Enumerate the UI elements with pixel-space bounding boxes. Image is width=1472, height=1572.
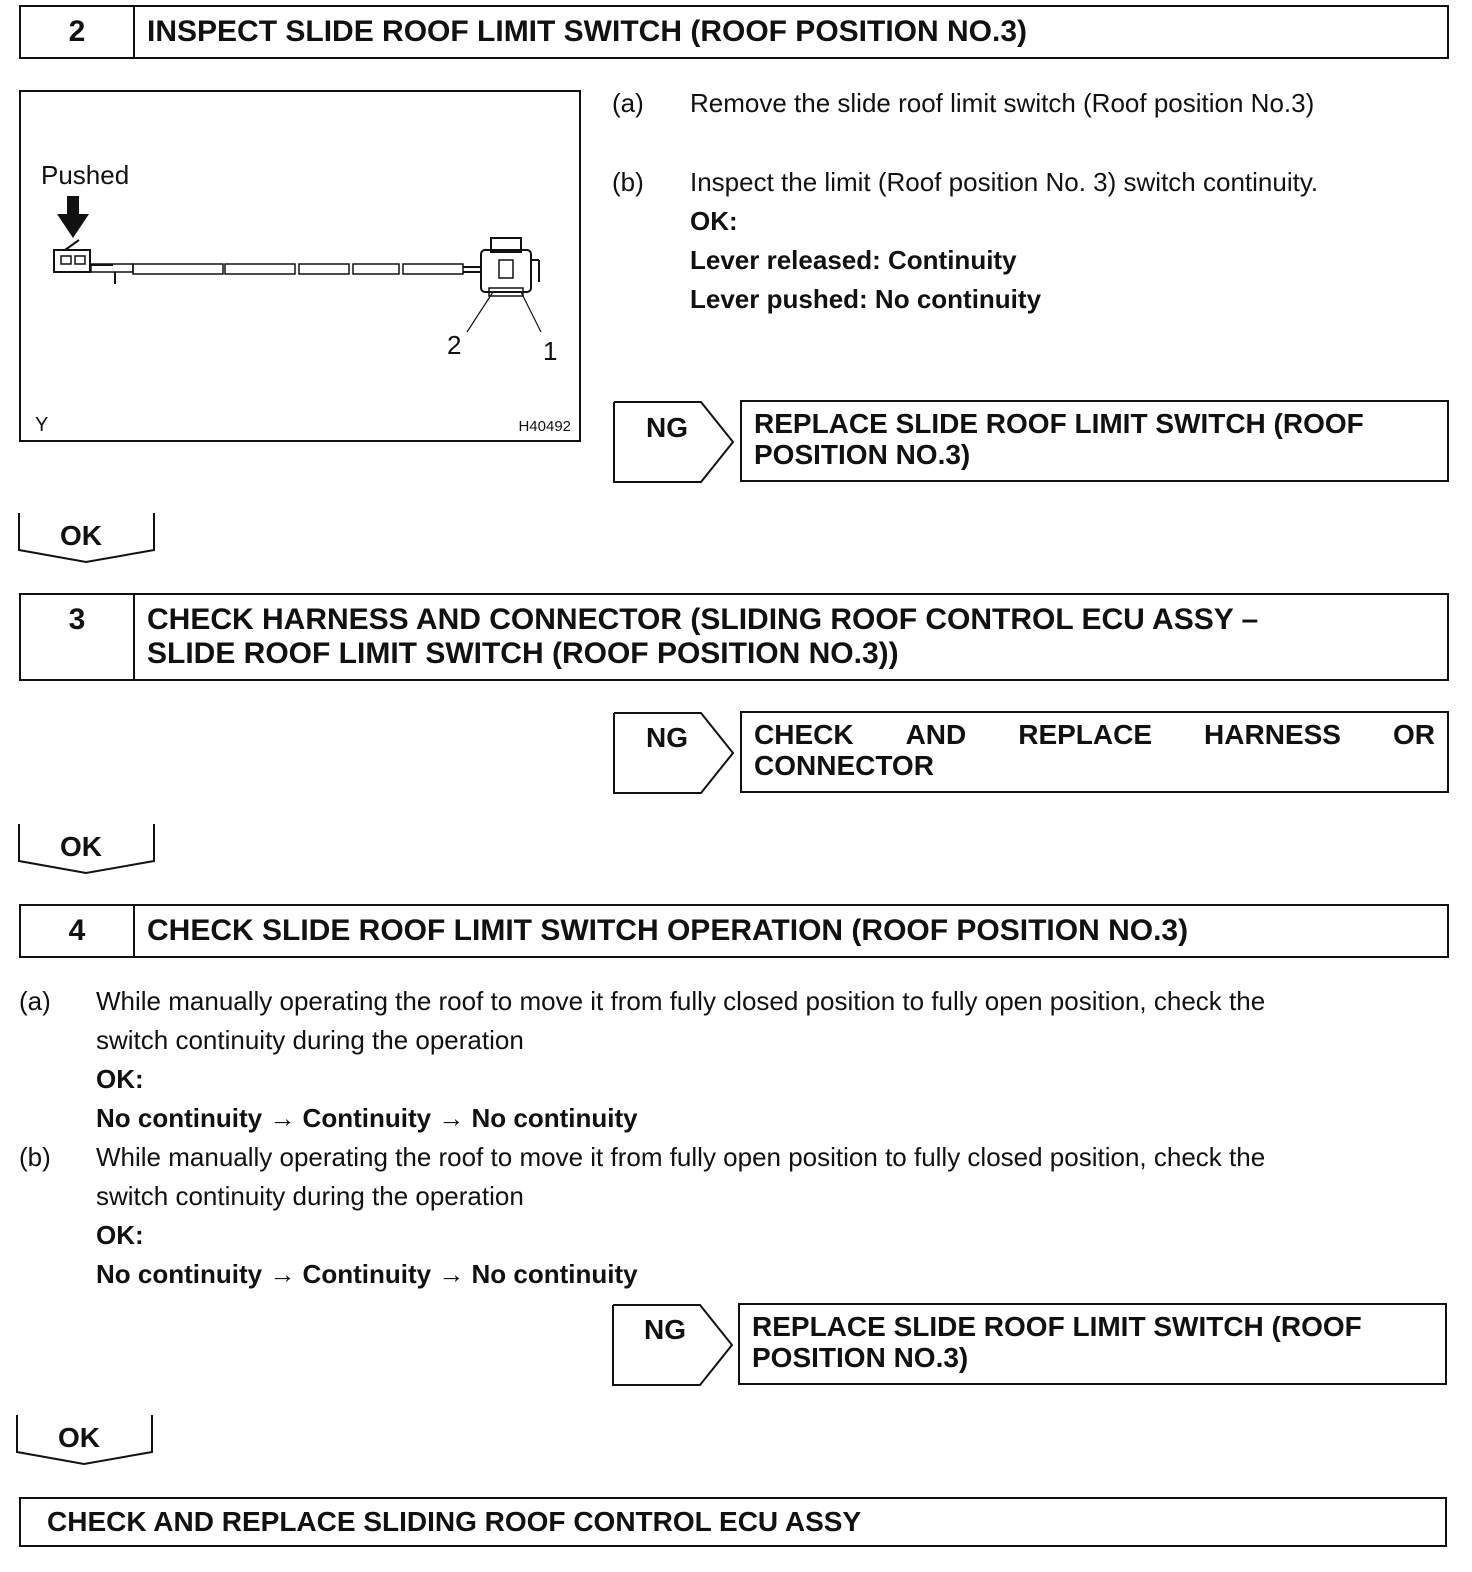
ok-spec-label: OK:: [96, 1064, 144, 1094]
switch-figure: [19, 90, 581, 442]
ng-action-line2: CONNECTOR: [754, 750, 934, 781]
step-4-header: [19, 904, 1449, 958]
step-number: 2: [21, 7, 135, 57]
step-2-instruction-b: [612, 163, 1462, 323]
item-line2: switch continuity during the operation: [96, 1025, 524, 1055]
ok-spec: No continuity → Continuity → No continuity: [96, 1259, 638, 1289]
item-text: Inspect the limit (Roof position No. 3) switch continuity.: [690, 167, 1319, 197]
ng-action-box: [740, 400, 1449, 482]
ng-word: AND: [905, 719, 967, 750]
step-title: INSPECT SLIDE ROOF LIMIT SWITCH (ROOF POSITION NO.3): [147, 15, 1028, 48]
ng-action-line2: POSITION NO.3): [752, 1342, 969, 1373]
step-title-line1: CHECK HARNESS AND CONNECTOR (SLIDING ROOF CONTROL ECU ASSY –: [147, 603, 1259, 636]
ng-action-line1: REPLACE SLIDE ROOF LIMIT SWITCH (ROOF: [754, 408, 1364, 439]
item-line1: While manually operating the roof to move it from fully open position to fully closed position, check the: [96, 1142, 1266, 1172]
pushed-label: Pushed: [41, 160, 130, 190]
final-action-box: [19, 1497, 1447, 1547]
instruction-a: [19, 982, 1449, 1138]
spec-pushed: Lever pushed: No continuity: [690, 284, 1042, 314]
step-4-instructions: [19, 982, 1449, 1294]
instruction-b: [19, 1138, 1449, 1294]
item-label: (a): [19, 986, 51, 1016]
figure-corner-label: Y: [35, 414, 49, 436]
step-2-header: [19, 5, 1449, 59]
item-line2: switch continuity during the operation: [96, 1181, 524, 1211]
ok-label: OK: [60, 520, 102, 551]
item-label: (a): [612, 88, 644, 118]
ok-spec-label: OK:: [690, 206, 738, 236]
pin-2-label: 2: [447, 330, 462, 360]
step-number-text: 3: [68, 603, 86, 636]
pin-1-label: 1: [543, 336, 558, 366]
spec-released: Lever released: Continuity: [690, 245, 1017, 275]
step-2-instruction-a: [612, 84, 1462, 124]
step-title: [135, 595, 1447, 679]
ok-spec-label: OK:: [96, 1220, 144, 1250]
item-label: (b): [19, 1142, 51, 1172]
ng-word: HARNESS: [1204, 719, 1341, 750]
ng-word: OR: [1392, 719, 1435, 750]
ng-action-box: [740, 711, 1449, 793]
ng-action-box: [738, 1303, 1447, 1385]
ng-action-line1: REPLACE SLIDE ROOF LIMIT SWITCH (ROOF: [752, 1311, 1362, 1342]
ng-word: CHECK: [754, 719, 854, 750]
figure-id: H40492: [518, 418, 571, 435]
step-number: [21, 595, 135, 679]
step-3-header: [19, 593, 1449, 681]
step-number: 4: [21, 906, 135, 956]
ng-action-line1: [754, 719, 1435, 750]
ok-label: OK: [58, 1422, 100, 1453]
step-title: CHECK SLIDE ROOF LIMIT SWITCH OPERATION (ROOF POSITION NO.3): [147, 914, 1189, 947]
item-label: (b): [612, 167, 644, 197]
ok-spec: No continuity → Continuity → No continuity: [96, 1103, 638, 1133]
item-line1: While manually operating the roof to move it from fully closed position to fully open position, check the: [96, 986, 1266, 1016]
step-title-line2: SLIDE ROOF LIMIT SWITCH (ROOF POSITION NO.3)): [147, 637, 899, 670]
ng-label: NG: [646, 412, 688, 443]
final-action-text: CHECK AND REPLACE SLIDING ROOF CONTROL ECU ASSY: [47, 1506, 862, 1537]
ng-label: NG: [646, 722, 688, 753]
ok-label: OK: [60, 831, 102, 862]
limit-switch-drawing: [21, 92, 579, 440]
down-arrow-icon: [57, 196, 89, 238]
ng-word: REPLACE: [1018, 719, 1153, 750]
ng-action-line2: POSITION NO.3): [754, 439, 971, 470]
ng-label: NG: [644, 1314, 686, 1345]
item-text: Remove the slide roof limit switch (Roof position No.3): [690, 88, 1315, 118]
